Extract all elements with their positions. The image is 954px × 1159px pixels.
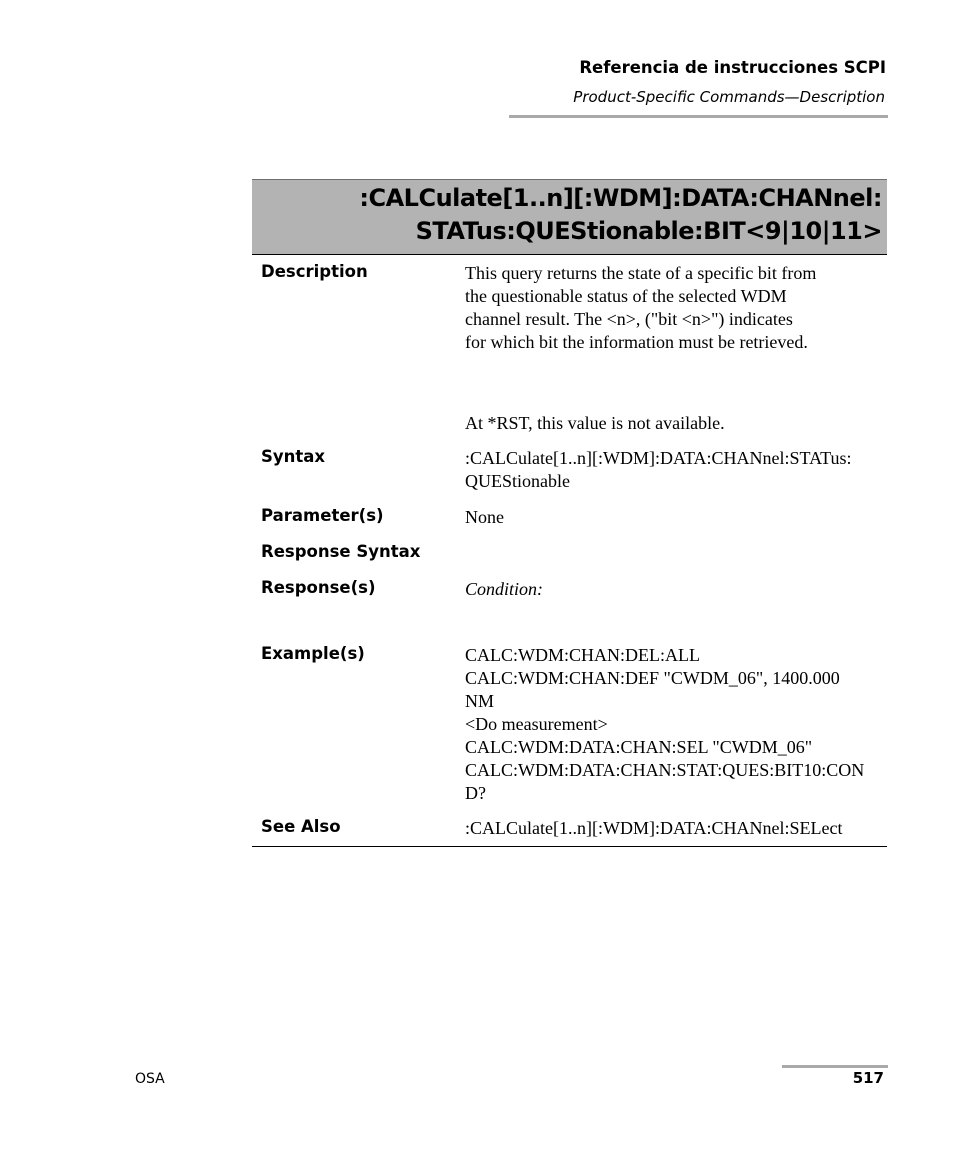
example-line: D? — [465, 783, 486, 803]
description-line: for which bit the information must be retrieved. — [465, 332, 808, 352]
command-title-line-2: STATus:QUEStionable:BIT<9|10|11> — [415, 217, 882, 245]
see-also-text: :CALCulate[1..n][:WDM]:DATA:CHANnel:SELect — [465, 818, 843, 838]
syntax-line: :CALCulate[1..n][:WDM]:DATA:CHANnel:STATus: — [465, 448, 852, 468]
description-label: Description — [261, 262, 368, 281]
syntax-text — [465, 447, 885, 493]
rst-note-text: At *RST, this value is not available. — [465, 413, 725, 433]
parameters-label: Parameter(s) — [261, 506, 384, 525]
rst-note — [465, 412, 885, 435]
description-text — [465, 262, 885, 354]
description-line: This query returns the state of a specific bit from — [465, 263, 817, 283]
example-line: CALC:WDM:DATA:CHAN:STAT:QUES:BIT10:CON — [465, 760, 865, 780]
table-bottom-rule — [252, 846, 887, 847]
syntax-line: QUEStionable — [465, 471, 570, 491]
example-line: <Do measurement> — [465, 714, 608, 734]
responses-label: Response(s) — [261, 578, 376, 597]
responses-text: Condition: — [465, 579, 544, 599]
example-line: CALC:WDM:CHAN:DEL:ALL — [465, 645, 700, 665]
parameters-value — [465, 506, 885, 529]
command-title-line-1: :CALCulate[1..n][:WDM]:DATA:CHANnel: — [359, 184, 882, 212]
footer-rule — [782, 1065, 888, 1068]
parameters-text: None — [465, 507, 504, 527]
footer-product: OSA — [135, 1071, 165, 1087]
responses-value — [465, 578, 885, 601]
example-line: CALC:WDM:DATA:CHAN:SEL "CWDM_06" — [465, 737, 813, 757]
examples-text — [465, 644, 885, 805]
description-line: the questionable status of the selected WDM — [465, 286, 787, 306]
header-rule — [509, 115, 888, 118]
response-syntax-label: Response Syntax — [261, 542, 421, 561]
see-also-value — [465, 817, 885, 840]
example-line: CALC:WDM:CHAN:DEF "CWDM_06", 1400.000 — [465, 668, 840, 688]
command-title-box — [252, 179, 887, 255]
page-number: 517 — [852, 1069, 884, 1087]
running-header-subtitle: Product-Specific Commands—Description — [573, 88, 885, 106]
see-also-label: See Also — [261, 817, 341, 836]
examples-label: Example(s) — [261, 644, 365, 663]
example-line: NM — [465, 691, 495, 711]
description-line: channel result. The <n>, ("bit <n>") indicates — [465, 309, 793, 329]
syntax-label: Syntax — [261, 447, 326, 466]
running-header-title: Referencia de instrucciones SCPI — [579, 58, 886, 77]
